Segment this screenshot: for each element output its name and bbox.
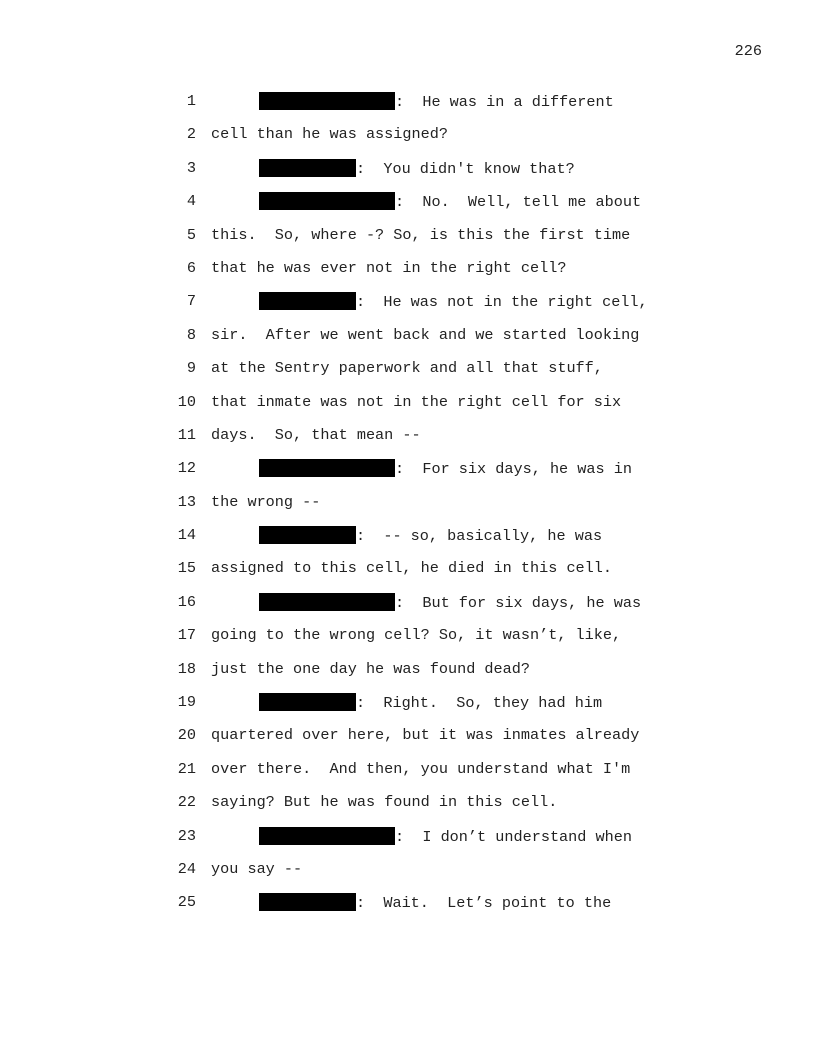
line-text <box>211 626 621 644</box>
transcript-line <box>0 226 816 259</box>
line-text <box>259 827 632 846</box>
transcript-line <box>0 92 816 125</box>
line-number: 19 <box>177 693 196 712</box>
transcript-line <box>0 827 816 860</box>
line-text <box>259 693 602 712</box>
line-text <box>211 259 566 277</box>
transcript-line <box>0 693 816 726</box>
transcript-line <box>0 292 816 325</box>
transcript-line <box>0 259 816 292</box>
line-number: 3 <box>186 158 196 177</box>
speaker-redaction <box>259 192 395 210</box>
transcript-line <box>0 893 816 926</box>
line-text <box>211 793 557 811</box>
line-text <box>259 192 641 211</box>
transcript-line <box>0 660 816 693</box>
transcript-line <box>0 626 816 659</box>
continuation-text: at the Sentry paperwork and all that stuff, <box>211 359 603 378</box>
continuation-text: sir. After we went back and we started looking <box>211 325 640 344</box>
line-number: 24 <box>177 859 196 878</box>
transcript-line <box>0 493 816 526</box>
transcript-line <box>0 860 816 893</box>
line-number: 22 <box>177 793 196 812</box>
speaker-redaction <box>259 693 356 711</box>
line-number: 18 <box>177 659 196 678</box>
transcript-line <box>0 559 816 592</box>
speaker-redaction <box>259 459 395 477</box>
transcript-line <box>0 326 816 359</box>
line-text <box>211 326 639 344</box>
transcript-line <box>0 159 816 192</box>
speaker-statement: : For six days, he was in <box>395 460 632 479</box>
line-number: 1 <box>186 92 196 110</box>
line-text <box>211 125 448 143</box>
transcript-line <box>0 593 816 626</box>
line-text <box>211 860 302 878</box>
speaker-statement: : But for six days, he was <box>395 593 642 612</box>
transcript-line <box>0 726 816 759</box>
line-text <box>211 393 621 411</box>
line-number: 20 <box>177 726 196 745</box>
line-number: 25 <box>177 893 196 912</box>
speaker-redaction <box>259 893 356 911</box>
line-text <box>259 526 602 545</box>
line-number: 23 <box>177 826 196 845</box>
line-number: 12 <box>177 459 196 478</box>
line-number: 17 <box>177 626 196 645</box>
line-number: 15 <box>177 559 196 578</box>
speaker-statement: : He was in a different <box>395 93 614 111</box>
line-text <box>211 359 603 377</box>
line-text <box>259 92 614 111</box>
speaker-redaction <box>259 292 356 310</box>
line-number: 16 <box>177 592 196 611</box>
speaker-redaction <box>259 593 395 611</box>
speaker-redaction <box>259 526 356 544</box>
transcript-line <box>0 192 816 225</box>
transcript-line <box>0 125 816 158</box>
line-number: 2 <box>186 125 196 144</box>
line-number: 6 <box>186 258 196 277</box>
line-text <box>259 593 641 612</box>
continuation-text: that he was ever not in the right cell? <box>211 258 567 277</box>
transcript-body <box>0 92 816 927</box>
line-text <box>211 559 612 577</box>
transcript-line <box>0 426 816 459</box>
continuation-text: you say -- <box>211 859 303 878</box>
page-number: 226 <box>734 42 762 60</box>
transcript-line <box>0 359 816 392</box>
line-text <box>211 493 320 511</box>
line-text <box>211 426 421 444</box>
continuation-text: over there. And then, you understand what I'm <box>211 759 631 778</box>
line-text <box>259 159 575 178</box>
transcript-line <box>0 459 816 492</box>
line-number: 14 <box>177 526 196 545</box>
speaker-statement: : He was not in the right cell, <box>356 293 648 312</box>
line-text <box>211 226 630 244</box>
line-text <box>259 459 632 478</box>
line-text <box>259 292 648 311</box>
continuation-text: the wrong -- <box>211 492 321 511</box>
continuation-text: this. So, where -? So, is this the first time <box>211 225 631 244</box>
line-number: 4 <box>186 192 196 211</box>
continuation-text: going to the wrong cell? So, it wasn’t, like, <box>211 626 622 645</box>
speaker-statement: : Wait. Let’s point to the <box>356 894 612 913</box>
line-text <box>211 660 530 678</box>
speaker-redaction <box>259 827 395 845</box>
transcript-line <box>0 760 816 793</box>
line-text <box>211 726 639 744</box>
transcript-line <box>0 793 816 826</box>
line-number: 11 <box>177 425 196 444</box>
line-text <box>211 760 630 778</box>
continuation-text: assigned to this cell, he died in this cell. <box>211 559 613 578</box>
continuation-text: days. So, that mean -- <box>211 425 421 444</box>
continuation-text: quartered over here, but it was inmates already <box>211 726 640 745</box>
speaker-statement: : You didn't know that? <box>356 159 575 178</box>
line-number: 13 <box>177 492 196 511</box>
line-number: 8 <box>186 325 196 344</box>
speaker-statement: : I don’t understand when <box>395 827 632 846</box>
continuation-text: saying? But he was found in this cell. <box>211 793 558 812</box>
speaker-redaction <box>259 92 395 110</box>
line-number: 9 <box>186 359 196 378</box>
speaker-statement: : No. Well, tell me about <box>395 193 642 212</box>
transcript-line <box>0 393 816 426</box>
continuation-text: cell than he was assigned? <box>211 125 448 144</box>
line-number: 5 <box>186 225 196 244</box>
line-number: 21 <box>177 759 196 778</box>
speaker-redaction <box>259 159 356 177</box>
speaker-statement: : -- so, basically, he was <box>356 527 603 546</box>
line-number: 10 <box>177 392 196 411</box>
line-number: 7 <box>186 292 196 311</box>
continuation-text: just the one day he was found dead? <box>211 659 530 678</box>
line-text <box>259 893 611 912</box>
speaker-statement: : Right. So, they had him <box>356 694 603 713</box>
transcript-line <box>0 526 816 559</box>
continuation-text: that inmate was not in the right cell for six <box>211 392 622 411</box>
